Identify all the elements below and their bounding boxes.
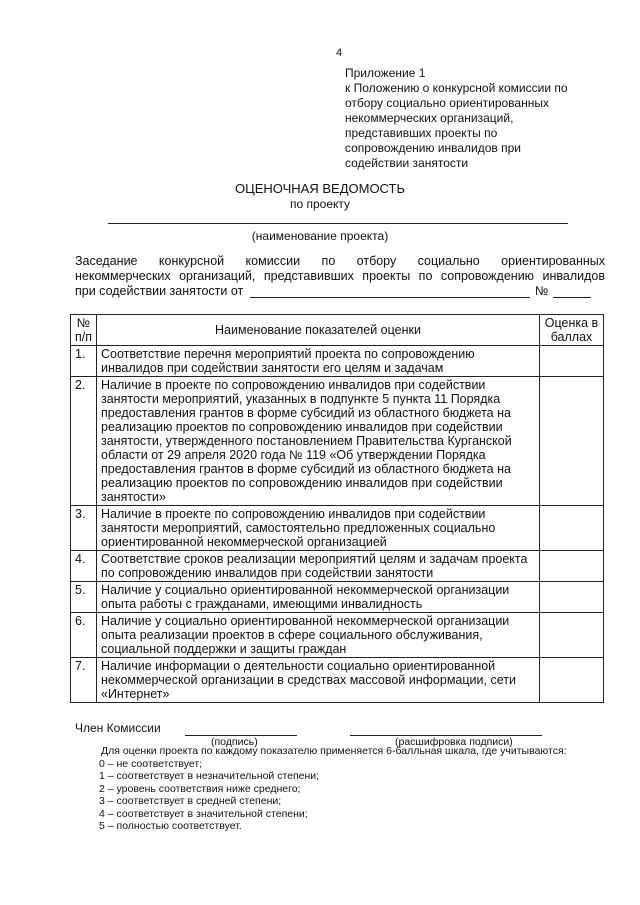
row-score-cell[interactable] [540,582,604,613]
legend-item: 5 – полностью соответствует. [99,820,242,832]
annex-header [345,66,568,171]
signature-caption: (подпись) [211,736,258,748]
legend-item: 3 – соответствует в средней степени; [99,795,282,807]
number-sign: № [535,284,549,298]
header-name: Наименование показателей оценки [97,315,540,346]
row-score-cell[interactable] [540,551,604,582]
page-number: 4 [336,47,343,59]
scoring-legend [101,745,567,833]
annex-line: Приложение 1 [345,66,426,80]
legend-item: 0 – не соответствует; [99,757,203,770]
row-num: 2. [71,377,97,506]
row-num: 5. [71,582,97,613]
row-score-cell[interactable] [540,506,604,551]
table-row [71,346,604,377]
row-num: 7. [71,658,97,703]
session-paragraph [75,254,605,299]
legend-intro: Для оценки проекта по каждому показателю применяется 6-балльная шкала, где учитываются: [101,745,567,757]
document-subtitle: по проекту [289,197,351,211]
annex-line: представивших проекты по [345,126,498,140]
table-row [71,506,604,551]
session-line-2: некоммерческих организаций, представивших проекты по сопровождению инвалидов [75,269,605,283]
signature-decode-caption: (расшифровка подписи) [395,736,513,748]
row-score-cell[interactable] [540,377,604,506]
session-date-label: при содействии занятости от [75,284,244,298]
annex-line: сопровождению инвалидов при [345,141,522,155]
table-header-row [71,315,604,346]
member-label: Член Комиссии [75,721,161,735]
row-score-cell[interactable] [540,346,604,377]
annex-line: к Положению о конкурсной комиссии по [345,81,568,95]
row-num: 3. [71,506,97,551]
table-row [71,377,604,506]
row-text: Наличие информации о деятельности социально ориентированной некоммерческой организации в средствах массовой информации, сети «Интернет» [97,658,540,703]
project-name-caption: (наименование проекта) [251,229,389,243]
legend-item: 1 – соответствует в незначительной степени; [99,770,320,782]
row-score-cell[interactable] [540,658,604,703]
row-text: Наличие в проекте по сопровождению инвалидов при содействии занятости мероприятий, самостоятельно предложенных социально ориентированной некоммерческой организацией [97,506,540,551]
session-line-1: Заседание конкурсной комиссии по отбору социально ориентированных [75,254,605,268]
session-line-3 [75,284,605,299]
table-row [71,613,604,658]
header-score: Оценка в баллах [540,315,604,346]
annex-line: отбору социально ориентированных [345,96,549,110]
annex-line: некоммерческих организаций, [345,111,514,125]
row-num: 6. [71,613,97,658]
row-text: Наличие в проекте по сопровождению инвалидов при содействии занятости мероприятий, указанных в подпункте 5 пункта 11 Порядка предоставления грантов в форме субсидий из областного бюджета на реализацию проектов по сопровождению инвалидов при содействии занятости, утвержденного постановлением Правительства Курганской области от 29 апреля 2020 года № 119 «Об утверждении Порядка предоставления грантов в форме субсидий из областного бюджета на реализацию проектов по сопровождению инвалидов при содействии занятости» [97,377,540,506]
legend-item: 4 – соответствует в значительной степени; [99,807,308,820]
row-num: 4. [71,551,97,582]
session-date-line[interactable] [250,297,530,298]
table-row [71,658,604,703]
table-row [71,551,604,582]
row-text: Соответствие перечня мероприятий проекта по сопровождению инвалидов при содействии занятости его целям и задачам [97,346,540,377]
row-text: Наличие у социально ориентированной некоммерческой организации опыта работы с гражданами, имеющими инвалидность [97,582,540,613]
document-title: ОЦЕНОЧНАЯ ВЕДОМОСТЬ [235,181,405,196]
table-row [71,582,604,613]
header-num: № п/п [71,315,97,346]
legend-item: 2 – уровень соответствия ниже среднего; [99,782,301,795]
row-num: 1. [71,346,97,377]
project-name-line[interactable] [108,223,568,224]
row-text: Соответствие сроков реализации мероприятий целям и задачам проекта по сопровождению инвалидов при содействии занятости [97,551,540,582]
evaluation-table [70,314,604,703]
row-text: Наличие у социально ориентированной некоммерческой организации опыта реализации проектов в сфере социального обслуживания, социальной поддержки и защиты граждан [97,613,540,658]
session-number-line[interactable] [553,297,591,298]
row-score-cell[interactable] [540,613,604,658]
annex-line: содействии занятости [345,156,469,170]
